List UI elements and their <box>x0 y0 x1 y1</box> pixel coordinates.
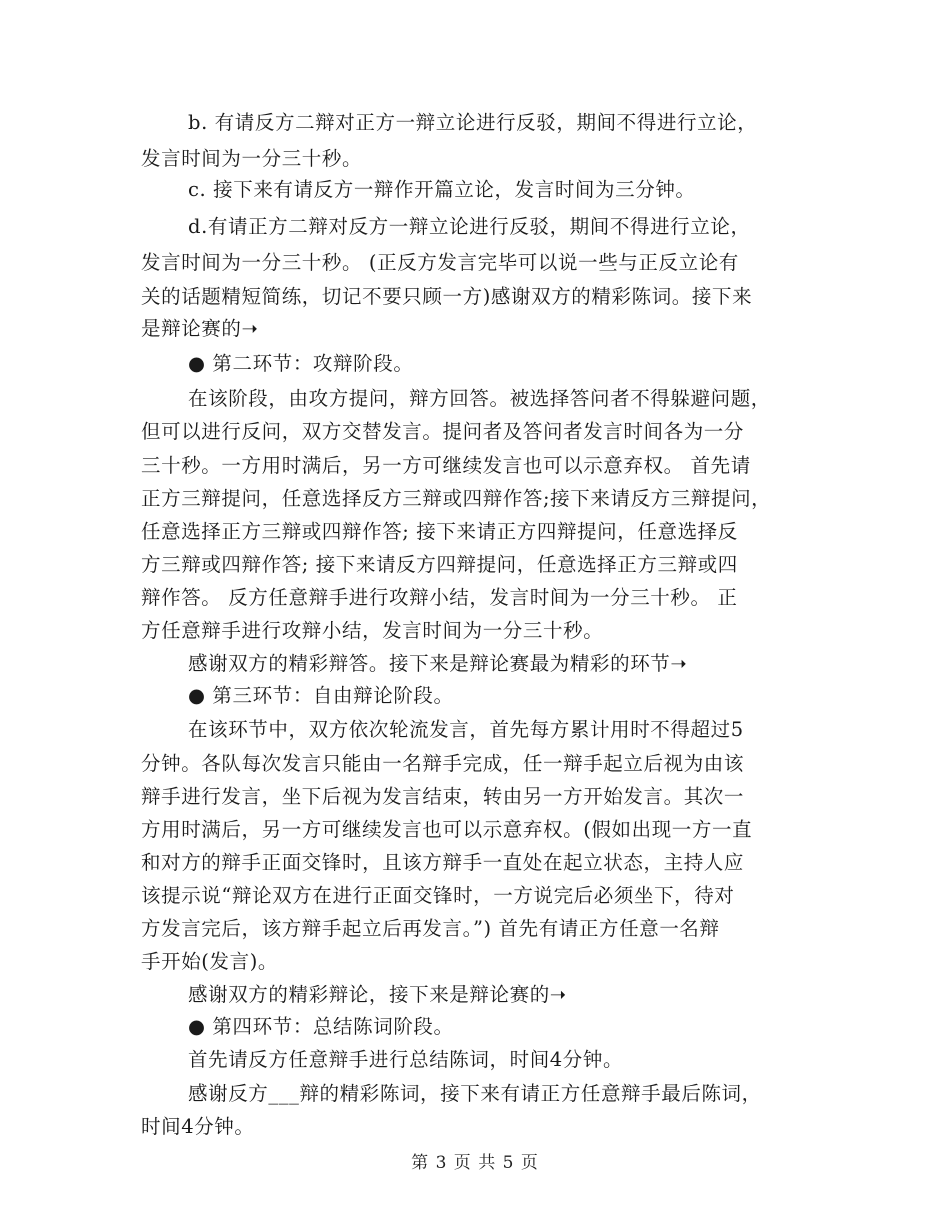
text-line-26: 手开始(发言)。 <box>141 950 279 973</box>
text-line-4: d.有请正方二辩对反方一辩立论进行反驳，期间不得进行立论， <box>188 215 751 238</box>
section-heading-3: ● 第三环节：自由辩论阶段。 <box>188 684 454 707</box>
text-line-9: 在该阶段，由攻方提问，辩方回答。被选择答问者不得躲避问题， <box>188 387 771 410</box>
text-line-3: c. 接下来有请反方一辩作开篇立论，发言时间为三分钟。 <box>188 178 696 201</box>
text-line-30: 感谢反方___辩的精彩陈词，接下来有请正方任意辩手最后陈词， <box>188 1082 762 1105</box>
text-line-29: 首先请反方任意辩手进行总结陈词，时间4分钟。 <box>188 1048 624 1071</box>
section-heading-4: ● 第四环节：总结陈词阶段。 <box>188 1015 454 1038</box>
text-line-19: 在该环节中，双方依次轮流发言，首先每方累计用时不得超过5 <box>188 718 744 741</box>
section-heading-2: ● 第二环节：攻辩阶段。 <box>188 352 414 375</box>
text-line-23: 和对方的辩手正面交锋时，且该方辩手一直处在起立状态，主持人应 <box>141 851 745 874</box>
text-line-12: 正方三辩提问，任意选择反方三辩或四辩作答;接下来请反方三辩提问， <box>141 487 772 510</box>
page-footer: 第 3 页 共 5 页 <box>411 1153 539 1173</box>
text-line-5: 发言时间为一分三十秒。 (正反方发言完毕可以说一些与正反立论有 <box>141 251 739 274</box>
text-line-21: 辩手进行发言，坐下后视为发言结束，转由另一方开始发言。其次一 <box>141 785 745 808</box>
text-line-14: 方三辩或四辩作答; 接下来请反方四辩提问，任意选择正方三辩或四 <box>141 553 738 576</box>
text-line-11: 三十秒。一方用时满后，另一方可继续发言也可以示意弃权。 首先请 <box>141 454 751 477</box>
text-line-31: 时间4分钟。 <box>141 1115 255 1138</box>
text-line-15: 辩作答。 反方任意辩手进行攻辩小结，发言时间为一分三十秒。 正 <box>141 586 738 609</box>
text-line-10: 但可以进行反问，双方交替发言。提问者及答问者发言时间各为一分 <box>141 420 745 443</box>
text-line-7: 是辩论赛的➝ <box>141 317 259 340</box>
text-line-22: 方用时满后，另一方可继续发言也可以示意弃权。(假如出现一方一直 <box>141 818 753 841</box>
text-line-24: 该提示说“辩论双方在进行正面交锋时，一方说完后必须坐下，待对 <box>141 884 735 907</box>
text-line-6: 关的话题精短简练，切记不要只顾一方)感谢双方的精彩陈词。接下来 <box>141 285 753 308</box>
text-line-2: 发言时间为一分三十秒。 <box>141 147 363 170</box>
text-line-20: 分钟。各队每次发言只能由一名辩手完成，任一辩手起立后视为由该 <box>141 752 745 775</box>
text-line-17: 感谢双方的精彩辩答。接下来是辩论赛最为精彩的环节➝ <box>188 652 688 675</box>
text-line-16: 方任意辩手进行攻辩小结，发言时间为一分三十秒。 <box>141 619 604 642</box>
text-line-25: 方发言完后，该方辩手起立后再发言。”) 首先有请正方任意一名辩 <box>141 917 720 940</box>
text-line-1: b. 有请反方二辩对正方一辩立论进行反驳，期间不得进行立论， <box>188 111 758 134</box>
text-line-13: 任意选择正方三辩或四辩作答; 接下来请正方四辩提问，任意选择反 <box>141 520 738 543</box>
text-line-27: 感谢双方的精彩辩论，接下来是辩论赛的➝ <box>188 983 567 1006</box>
